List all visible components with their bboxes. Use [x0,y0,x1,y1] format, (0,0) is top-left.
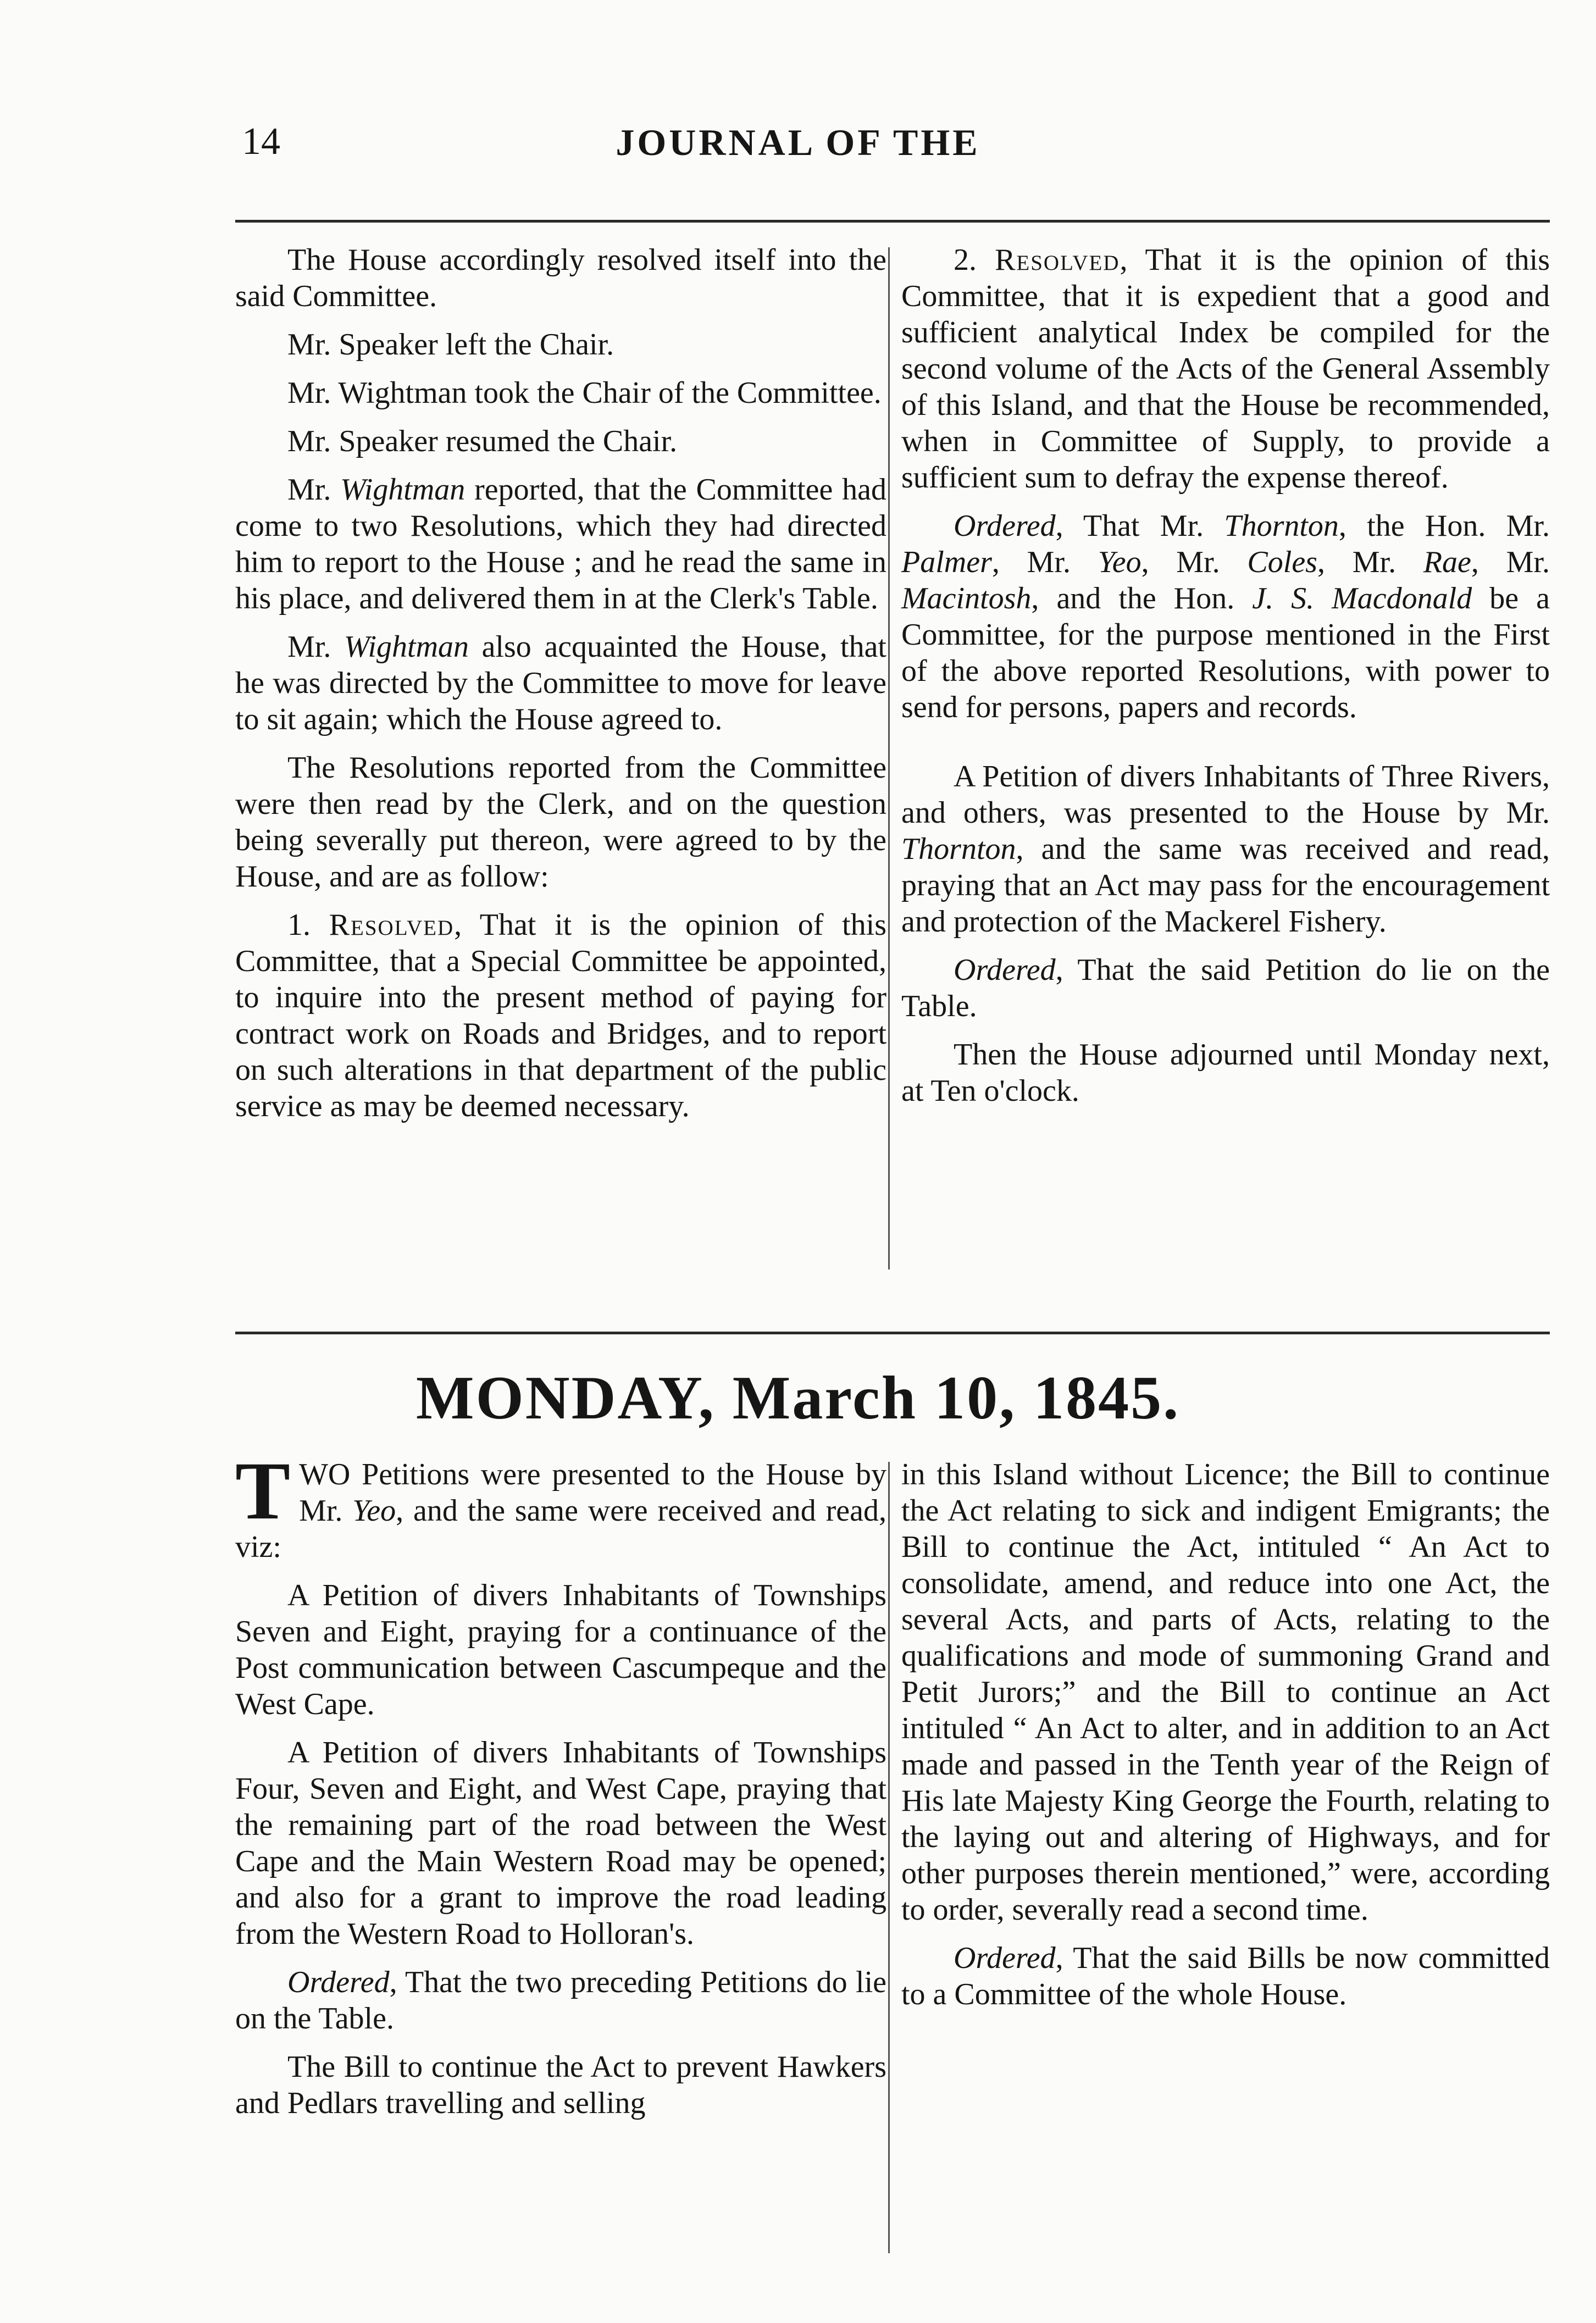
paragraph: The House accordingly resolved itself into the said Committee. [235,243,886,313]
paragraph: The Resolutions reported from the Committee were then read by the Clerk, and on the question being severally put thereon, were agreed to by the House, and are as follow: [235,751,886,894]
paragraph: A Petition of divers Inhabitants of Townships Four, Seven and Eight, and West Cape, praying that the remaining part of the road between the West Cape and the Main Western Road may be opened; and also for a grant to improve the road leading from the Western Road to Holloran's. [235,1736,886,1951]
paragraph: Then the House adjourned until Monday next, at Ten o'clock. [901,1038,1550,1108]
member-name: Wightman [340,473,465,507]
paragraph: Mr. Wightman reported, that the Committee had come to two Resolutions, which they had directed him to report to the House ; and he read the same in his place, and delivered them in at the Clerk's Table. [235,473,886,616]
paragraph: Mr. Wightman also acquainted the House, that he was directed by the Committee to move for leave to sit again; which the House agreed to. [235,630,886,736]
paragraph: Ordered, That the said Bills be now committed to a Committee of the whole House. [901,1941,1550,2011]
paragraph: Ordered, That the said Petition do lie on the Table. [901,953,1550,1023]
column-divider [888,247,890,1269]
section2-left-column [235,1445,886,2133]
drop-cap: T [235,1445,291,1537]
page-header [0,115,1596,176]
header-rule [235,220,1550,223]
paragraph: A Petition of divers Inhabitants of Townships Seven and Eight, praying for a continuance of the Post communication between Cascumpeque and the West Cape. [235,1578,886,1721]
section2-right-column [901,1456,1550,2025]
paragraph: Mr. Speaker left the Chair. [287,328,614,362]
resolution-2: 2. Resolved, That it is the opinion of this Committee, that it is expedient that a good and sufficient analytical Index be compiled for the second volume of the Acts of the General Assembly of this Island, and that the House be recommended, when in Committee of Supply, to provide a sufficient sum to defray the expense thereof. [901,243,1550,495]
member-name: Wightman [343,630,469,664]
paragraph: Mr. Wightman took the Chair of the Committee. [287,376,882,410]
paragraph: The Bill to continue the Act to prevent Hawkers and Pedlars travelling and selling [235,2050,886,2120]
paragraph: Mr. Speaker resumed the Chair. [287,424,678,458]
paragraph: in this Island without Licence; the Bill to continue the Act relating to sick and indigent Emigrants; the Bill to continue the Act, intituled “ An Act to consolidate, amend, and reduce into one Act, the several Acts, and parts of Acts, relating to the qualifications and mode of summoning Grand and Petit Jurors;” and the Bill to continue an Act intituled “ An Act to alter, and in addition to an Act made and passed in the Tenth year of the Reign of His late Majesty King George the Fourth, relating to the laying out and altering of Highways, and for other purposes therein mentioned,” were, according to order, severally read a second time. [901,1457,1550,1927]
paragraph: Ordered, That Mr. Thornton, the Hon. Mr. Palmer, Mr. Yeo, Mr. Coles, Mr. Rae, Mr. Macintosh, and the Hon. J. S. Macdonald be a Committee, for the purpose mentioned in the First of the above reported Resolutions, with power to send for persons, papers and records. [901,509,1550,724]
resolution-1: 1. Resolved, That it is the opinion of this Committee, that a Special Committee be appointed, to inquire into the present method of paying for contract work on Roads and Bridges, and to report on such alterations in that department of the public service as may be deemed necessary. [235,908,887,1123]
column-divider [888,1462,890,2253]
paragraph: A Petition of divers Inhabitants of Three Rivers, and others, was presented to the House by Mr. Thornton, and the same was received and read, praying that an Act may pass for the encouragement and protection of the Mackerel Fishery. [901,759,1550,939]
section1-left-column [235,242,886,1136]
paragraph: TWO Petitions were presented to the House by Mr. Yeo, and the same were received and read, viz: [235,1445,886,1564]
section1-right-column [901,242,1550,1121]
page-number: 14 [242,120,280,163]
day-heading: MONDAY, March 10, 1845. [415,1364,1181,1432]
paragraph: Ordered, That the two preceding Petitions do lie on the Table. [235,1965,886,2036]
running-head: JOURNAL OF THE [616,121,980,163]
section-rule [235,1332,1550,1334]
